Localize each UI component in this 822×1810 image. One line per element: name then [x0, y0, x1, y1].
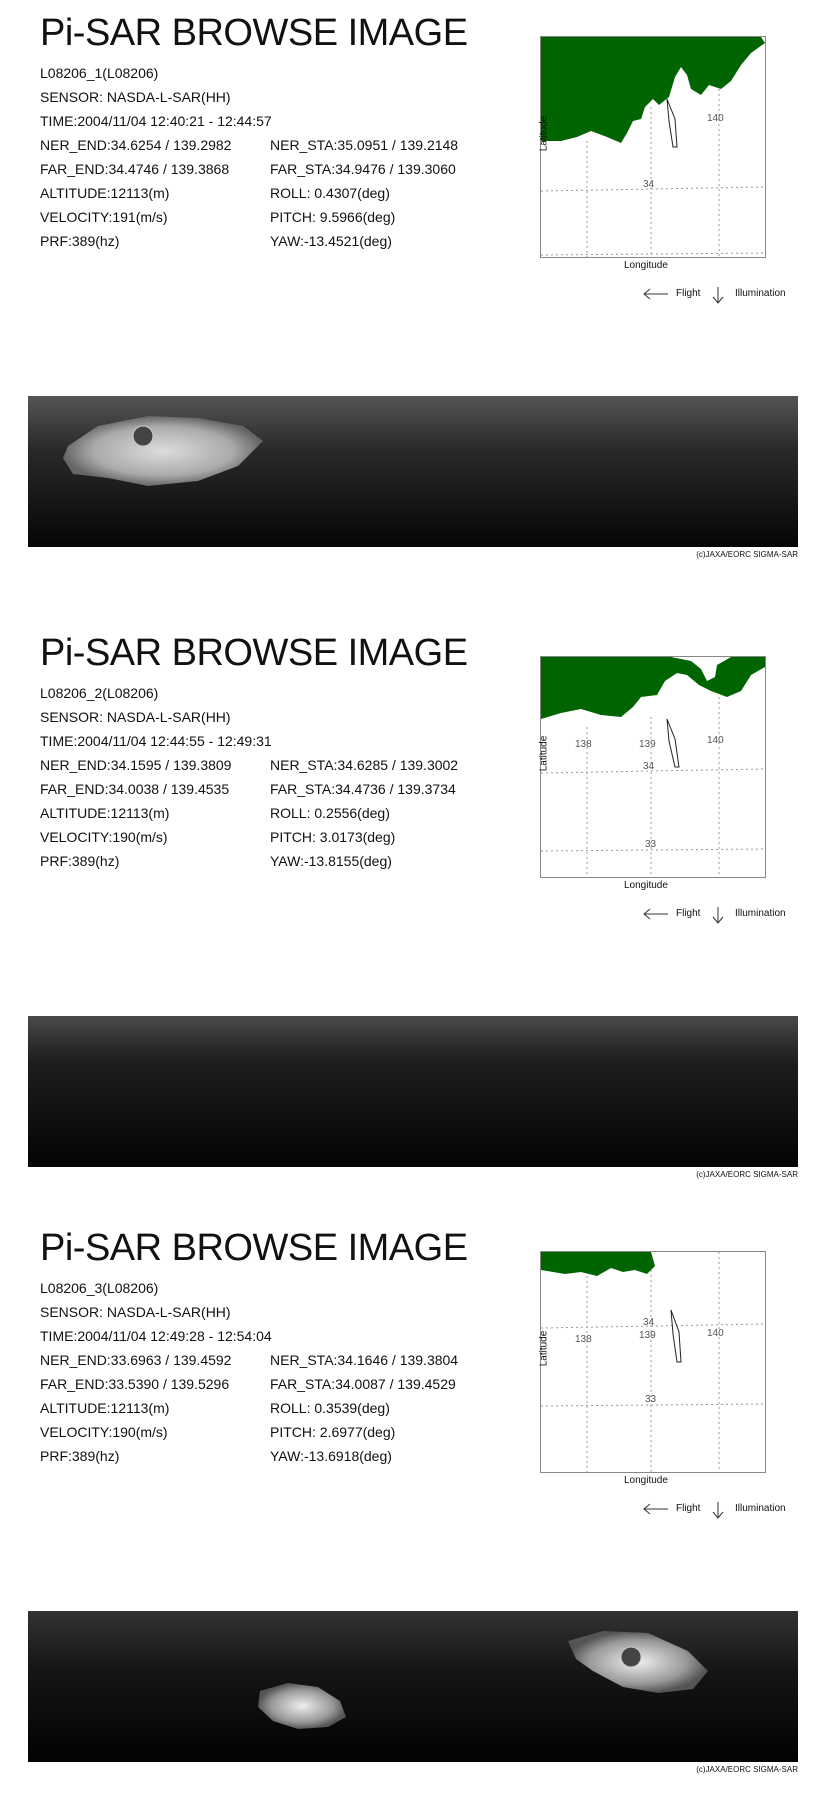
altitude-value: ALTITUDE:12113(m)	[40, 1400, 170, 1416]
grid-label: 140	[707, 113, 724, 124]
far-start-coords: FAR_STA:34.0087 / 139.4529	[270, 1376, 456, 1392]
land-area	[541, 37, 765, 143]
sensor-line: SENSOR: NASDA-L-SAR(HH)	[40, 1304, 231, 1320]
page-title: Pi-SAR BROWSE IMAGE	[40, 12, 468, 54]
velocity-value: VELOCITY:190(m/s)	[40, 829, 168, 845]
grid-label: 139	[639, 1330, 656, 1341]
illumination-label: Illumination	[735, 1503, 786, 1514]
velocity-value: VELOCITY:191(m/s)	[40, 209, 168, 225]
grid-label: 139	[639, 739, 656, 750]
arrow-down-icon	[711, 1501, 725, 1522]
altitude-value: ALTITUDE:12113(m)	[40, 185, 170, 201]
sensor-line: SENSOR: NASDA-L-SAR(HH)	[40, 709, 231, 725]
grid-label: 34	[643, 179, 655, 190]
flight-legend	[642, 286, 802, 302]
grid-label: 33	[645, 839, 657, 850]
illumination-label: Illumination	[735, 288, 786, 299]
land-area	[541, 1252, 655, 1276]
arrow-down-icon	[711, 286, 725, 307]
grid-label: 34	[643, 1317, 655, 1328]
arrow-left-icon	[642, 908, 670, 923]
roll-value: ROLL: 0.2556(deg)	[270, 805, 390, 821]
near-end-coords: NER_END:34.1595 / 139.3809	[40, 757, 232, 773]
yaw-value: YAW:-13.4521(deg)	[270, 233, 392, 249]
arrow-left-icon	[642, 288, 670, 303]
copyright-credit: (c)JAXA/EORC SIGMA-SAR	[696, 550, 798, 559]
far-end-coords: FAR_END:34.4746 / 139.3868	[40, 161, 230, 177]
pitch-value: PITCH: 2.6977(deg)	[270, 1424, 396, 1440]
grid-label: 138	[575, 739, 592, 750]
browse-section-1	[0, 0, 822, 595]
sensor-line: SENSOR: NASDA-L-SAR(HH)	[40, 89, 231, 105]
near-start-coords: NER_STA:34.1646 / 139.3804	[270, 1352, 459, 1368]
location-map	[540, 1251, 766, 1473]
roll-value: ROLL: 0.3539(deg)	[270, 1400, 390, 1416]
flight-label: Flight	[676, 908, 701, 919]
arrow-left-icon	[642, 1503, 670, 1518]
flight-track	[667, 99, 677, 147]
flight-track	[671, 1310, 681, 1362]
longitude-label: Longitude	[624, 880, 668, 891]
prf-value: PRF:389(hz)	[40, 1448, 120, 1464]
prf-value: PRF:389(hz)	[40, 853, 120, 869]
page-title: Pi-SAR BROWSE IMAGE	[40, 1227, 468, 1269]
prf-value: PRF:389(hz)	[40, 233, 120, 249]
yaw-value: YAW:-13.8155(deg)	[270, 853, 392, 869]
browse-section-2	[0, 620, 822, 1215]
near-start-coords: NER_STA:34.6285 / 139.3002	[270, 757, 459, 773]
time-line: TIME:2004/11/04 12:40:21 - 12:44:57	[40, 113, 272, 129]
crater	[133, 426, 153, 446]
altitude-value: ALTITUDE:12113(m)	[40, 805, 170, 821]
grid-label: 140	[707, 1328, 724, 1339]
scene-id: L08206_3(L08206)	[40, 1280, 159, 1296]
location-map	[540, 36, 766, 258]
time-line: TIME:2004/11/04 12:49:28 - 12:54:04	[40, 1328, 272, 1344]
flight-legend	[642, 1501, 802, 1517]
copyright-credit: (c)JAXA/EORC SIGMA-SAR	[696, 1765, 798, 1774]
velocity-value: VELOCITY:190(m/s)	[40, 1424, 168, 1440]
latitude-label: Latitude	[538, 1330, 550, 1367]
grid-label: 34	[643, 761, 655, 772]
grid-label: 33	[645, 1394, 657, 1405]
grid-label: 138	[575, 1334, 592, 1345]
pitch-value: PITCH: 9.5966(deg)	[270, 209, 396, 225]
latitude-label: Latitude	[538, 735, 550, 772]
scene-id: L08206_1(L08206)	[40, 65, 159, 81]
longitude-label: Longitude	[624, 1475, 668, 1486]
grid-label: 140	[707, 735, 724, 746]
illumination-label: Illumination	[735, 908, 786, 919]
copyright-credit: (c)JAXA/EORC SIGMA-SAR	[696, 1170, 798, 1179]
arrow-down-icon	[711, 906, 725, 927]
location-map	[540, 656, 766, 878]
far-start-coords: FAR_STA:34.9476 / 139.3060	[270, 161, 456, 177]
far-end-coords: FAR_END:33.5390 / 139.5296	[40, 1376, 230, 1392]
scene-id: L08206_2(L08206)	[40, 685, 159, 701]
sar-image	[28, 396, 798, 547]
near-end-coords: NER_END:34.6254 / 139.2982	[40, 137, 232, 153]
crater	[621, 1647, 641, 1667]
near-start-coords: NER_STA:35.0951 / 139.2148	[270, 137, 459, 153]
flight-label: Flight	[676, 288, 701, 299]
flight-label: Flight	[676, 1503, 701, 1514]
page-title: Pi-SAR BROWSE IMAGE	[40, 632, 468, 674]
latitude-label: Latitude	[538, 115, 550, 152]
flight-track	[667, 719, 679, 767]
roll-value: ROLL: 0.4307(deg)	[270, 185, 390, 201]
flight-legend	[642, 906, 802, 922]
sar-image	[28, 1016, 798, 1167]
land-area	[541, 657, 765, 719]
far-end-coords: FAR_END:34.0038 / 139.4535	[40, 781, 230, 797]
sar-image	[28, 1611, 798, 1762]
far-start-coords: FAR_STA:34.4736 / 139.3734	[270, 781, 456, 797]
browse-section-3	[0, 1215, 822, 1810]
longitude-label: Longitude	[624, 260, 668, 271]
near-end-coords: NER_END:33.6963 / 139.4592	[40, 1352, 232, 1368]
time-line: TIME:2004/11/04 12:44:55 - 12:49:31	[40, 733, 272, 749]
yaw-value: YAW:-13.6918(deg)	[270, 1448, 392, 1464]
pitch-value: PITCH: 3.0173(deg)	[270, 829, 396, 845]
